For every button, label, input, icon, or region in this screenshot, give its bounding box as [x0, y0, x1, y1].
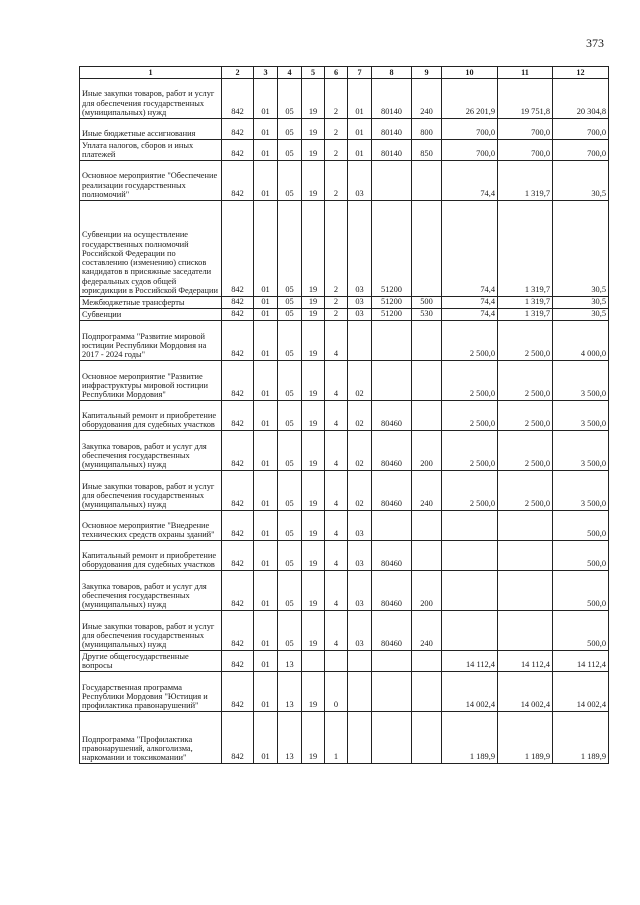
row-cell-col-2: 842	[222, 201, 254, 297]
header-row	[80, 67, 609, 79]
row-cell-col-11: 700,0	[498, 140, 553, 161]
row-cell-col-2: 842	[222, 511, 254, 541]
table-row	[80, 297, 609, 309]
column-header-7: 7	[348, 67, 372, 79]
row-name-cell: Другие общегосударственные вопросы	[80, 651, 222, 672]
row-cell-col-7: 02	[348, 431, 372, 471]
row-cell-col-9: 500	[412, 297, 442, 309]
row-cell-col-8: 80140	[372, 140, 412, 161]
column-header-10: 10	[442, 67, 498, 79]
row-cell-col-3: 01	[254, 309, 278, 321]
row-cell-col-7: 01	[348, 79, 372, 119]
row-cell-col-9: 240	[412, 79, 442, 119]
row-cell-col-12: 3 500,0	[553, 471, 609, 511]
row-cell-col-7: 03	[348, 201, 372, 297]
row-cell-col-5	[302, 651, 325, 672]
row-name-cell: Закупка товаров, работ и услуг для обеспечения государственных (муниципальных) нужд	[80, 571, 222, 611]
row-cell-col-9	[412, 161, 442, 201]
row-cell-col-10: 2 500,0	[442, 361, 498, 401]
row-cell-col-6: 2	[325, 201, 348, 297]
row-cell-col-12: 3 500,0	[553, 401, 609, 431]
row-cell-col-12: 20 304,8	[553, 79, 609, 119]
row-cell-col-8	[372, 712, 412, 764]
row-name-cell: Субвенции на осуществление государственных полномочий Российской Федерации по составлению (изменению) списков кандидатов в присяжные заседатели федеральных судов общей юрисдикции в Российской Федерации	[80, 201, 222, 297]
row-cell-col-9: 240	[412, 611, 442, 651]
row-cell-col-9: 530	[412, 309, 442, 321]
row-cell-col-6: 4	[325, 571, 348, 611]
row-cell-col-11	[498, 541, 553, 571]
row-name-cell: Иные закупки товаров, работ и услуг для обеспечения государственных (муниципальных) нужд	[80, 79, 222, 119]
row-cell-col-8: 80140	[372, 119, 412, 140]
row-cell-col-12: 3 500,0	[553, 361, 609, 401]
row-cell-col-6: 2	[325, 79, 348, 119]
row-cell-col-3: 01	[254, 401, 278, 431]
row-cell-col-8: 80460	[372, 611, 412, 651]
column-header-11: 11	[498, 67, 553, 79]
row-cell-col-4: 05	[278, 297, 302, 309]
row-cell-col-4: 05	[278, 79, 302, 119]
row-cell-col-9: 200	[412, 431, 442, 471]
row-cell-col-11: 1 319,7	[498, 201, 553, 297]
row-name-cell: Основное мероприятие "Внедрение технических средств охраны зданий"	[80, 511, 222, 541]
row-cell-col-6	[325, 651, 348, 672]
table-body	[80, 79, 609, 764]
table-row	[80, 361, 609, 401]
column-header-8: 8	[372, 67, 412, 79]
row-name-cell: Межбюджетные трансферты	[80, 297, 222, 309]
row-name-cell: Капитальный ремонт и приобретение оборудования для судебных участков	[80, 541, 222, 571]
row-cell-col-7: 03	[348, 297, 372, 309]
row-cell-col-3: 01	[254, 119, 278, 140]
row-cell-col-3: 01	[254, 471, 278, 511]
row-cell-col-7: 02	[348, 401, 372, 431]
row-cell-col-9	[412, 651, 442, 672]
row-cell-col-7	[348, 712, 372, 764]
row-cell-col-10: 26 201,9	[442, 79, 498, 119]
row-cell-col-7: 02	[348, 471, 372, 511]
row-cell-col-6: 4	[325, 431, 348, 471]
column-header-1: 1	[80, 67, 222, 79]
row-cell-col-11: 700,0	[498, 119, 553, 140]
row-cell-col-11: 1 319,7	[498, 161, 553, 201]
row-cell-col-10: 2 500,0	[442, 471, 498, 511]
row-cell-col-4: 05	[278, 161, 302, 201]
row-cell-col-8: 51200	[372, 201, 412, 297]
row-cell-col-10: 74,4	[442, 309, 498, 321]
row-name-cell: Государственная программа Республики Мордовия "Юстиция и профилактика правонарушений"	[80, 672, 222, 712]
row-cell-col-6: 4	[325, 361, 348, 401]
table-row	[80, 712, 609, 764]
row-cell-col-11	[498, 511, 553, 541]
row-cell-col-5: 19	[302, 541, 325, 571]
row-cell-col-2: 842	[222, 140, 254, 161]
row-cell-col-12: 700,0	[553, 140, 609, 161]
row-cell-col-5: 19	[302, 431, 325, 471]
table-row	[80, 672, 609, 712]
row-name-cell: Иные бюджетные ассигнования	[80, 119, 222, 140]
row-cell-col-2: 842	[222, 541, 254, 571]
row-cell-col-10	[442, 511, 498, 541]
table-row	[80, 431, 609, 471]
row-cell-col-2: 842	[222, 651, 254, 672]
row-cell-col-4: 13	[278, 651, 302, 672]
row-cell-col-2: 842	[222, 161, 254, 201]
row-name-cell: Субвенции	[80, 309, 222, 321]
row-cell-col-11: 19 751,8	[498, 79, 553, 119]
table-row	[80, 511, 609, 541]
row-cell-col-8	[372, 672, 412, 712]
table-row	[80, 401, 609, 431]
row-cell-col-9	[412, 511, 442, 541]
row-cell-col-2: 842	[222, 571, 254, 611]
row-cell-col-10: 14 112,4	[442, 651, 498, 672]
table-row	[80, 140, 609, 161]
row-cell-col-4: 05	[278, 511, 302, 541]
table-row	[80, 161, 609, 201]
row-cell-col-3: 01	[254, 651, 278, 672]
row-cell-col-10: 74,4	[442, 297, 498, 309]
row-cell-col-3: 01	[254, 511, 278, 541]
row-cell-col-8	[372, 511, 412, 541]
row-cell-col-12: 500,0	[553, 541, 609, 571]
row-name-cell: Уплата налогов, сборов и иных платежей	[80, 140, 222, 161]
row-cell-col-12: 30,5	[553, 161, 609, 201]
row-cell-col-10: 74,4	[442, 201, 498, 297]
table-row	[80, 611, 609, 651]
row-cell-col-5: 19	[302, 140, 325, 161]
row-cell-col-2: 842	[222, 672, 254, 712]
row-cell-col-6: 2	[325, 119, 348, 140]
row-cell-col-5: 19	[302, 79, 325, 119]
row-cell-col-7: 03	[348, 309, 372, 321]
row-cell-col-6: 2	[325, 161, 348, 201]
row-cell-col-9	[412, 361, 442, 401]
row-cell-col-5: 19	[302, 712, 325, 764]
row-cell-col-11	[498, 611, 553, 651]
budget-table	[79, 66, 609, 764]
row-cell-col-10: 2 500,0	[442, 321, 498, 361]
row-cell-col-10	[442, 541, 498, 571]
row-cell-col-6: 4	[325, 511, 348, 541]
row-cell-col-8: 51200	[372, 297, 412, 309]
table-row	[80, 571, 609, 611]
row-cell-col-6: 4	[325, 401, 348, 431]
row-cell-col-7: 03	[348, 541, 372, 571]
row-cell-col-3: 01	[254, 541, 278, 571]
row-cell-col-3: 01	[254, 140, 278, 161]
row-cell-col-5: 19	[302, 201, 325, 297]
row-cell-col-11: 2 500,0	[498, 321, 553, 361]
row-cell-col-3: 01	[254, 611, 278, 651]
row-cell-col-2: 842	[222, 401, 254, 431]
row-cell-col-5: 19	[302, 361, 325, 401]
row-cell-col-9	[412, 672, 442, 712]
row-cell-col-7	[348, 321, 372, 361]
row-cell-col-5: 19	[302, 401, 325, 431]
row-cell-col-5: 19	[302, 309, 325, 321]
row-cell-col-12: 30,5	[553, 201, 609, 297]
row-cell-col-10: 74,4	[442, 161, 498, 201]
row-cell-col-8	[372, 161, 412, 201]
row-cell-col-12: 14 112,4	[553, 651, 609, 672]
row-cell-col-4: 05	[278, 201, 302, 297]
table-row	[80, 321, 609, 361]
row-cell-col-3: 01	[254, 431, 278, 471]
row-cell-col-3: 01	[254, 571, 278, 611]
table-row	[80, 541, 609, 571]
row-cell-col-10: 700,0	[442, 119, 498, 140]
row-cell-col-4: 13	[278, 672, 302, 712]
row-cell-col-11: 14 112,4	[498, 651, 553, 672]
row-cell-col-3: 01	[254, 79, 278, 119]
row-cell-col-5: 19	[302, 297, 325, 309]
row-cell-col-4: 05	[278, 119, 302, 140]
row-cell-col-9	[412, 541, 442, 571]
row-cell-col-9: 240	[412, 471, 442, 511]
column-header-9: 9	[412, 67, 442, 79]
row-cell-col-4: 13	[278, 712, 302, 764]
row-cell-col-6: 4	[325, 611, 348, 651]
row-cell-col-12: 4 000,0	[553, 321, 609, 361]
row-cell-col-12: 500,0	[553, 611, 609, 651]
column-header-6: 6	[325, 67, 348, 79]
row-cell-col-6: 4	[325, 321, 348, 361]
row-cell-col-12: 14 002,4	[553, 672, 609, 712]
row-cell-col-4: 05	[278, 321, 302, 361]
row-cell-col-5: 19	[302, 611, 325, 651]
row-cell-col-6: 2	[325, 140, 348, 161]
row-cell-col-11: 1 189,9	[498, 712, 553, 764]
row-cell-col-7: 02	[348, 361, 372, 401]
row-cell-col-10: 2 500,0	[442, 401, 498, 431]
row-cell-col-7: 03	[348, 161, 372, 201]
row-cell-col-11: 1 319,7	[498, 297, 553, 309]
row-cell-col-12: 30,5	[553, 309, 609, 321]
row-cell-col-8: 80460	[372, 571, 412, 611]
row-cell-col-5: 19	[302, 471, 325, 511]
row-cell-col-2: 842	[222, 309, 254, 321]
row-cell-col-12: 500,0	[553, 511, 609, 541]
table-row	[80, 309, 609, 321]
row-cell-col-9	[412, 401, 442, 431]
page-number: 373	[586, 36, 604, 50]
row-cell-col-11	[498, 571, 553, 611]
row-cell-col-11: 2 500,0	[498, 401, 553, 431]
row-cell-col-6: 0	[325, 672, 348, 712]
row-cell-col-6: 2	[325, 297, 348, 309]
row-cell-col-8: 80460	[372, 431, 412, 471]
row-cell-col-3: 01	[254, 672, 278, 712]
row-cell-col-2: 842	[222, 79, 254, 119]
row-cell-col-10: 14 002,4	[442, 672, 498, 712]
row-cell-col-8: 80460	[372, 471, 412, 511]
row-cell-col-7: 03	[348, 611, 372, 651]
row-cell-col-5: 19	[302, 161, 325, 201]
row-cell-col-4: 05	[278, 611, 302, 651]
row-cell-col-2: 842	[222, 297, 254, 309]
row-cell-col-2: 842	[222, 471, 254, 511]
row-cell-col-2: 842	[222, 321, 254, 361]
row-cell-col-2: 842	[222, 119, 254, 140]
row-cell-col-6: 4	[325, 541, 348, 571]
row-cell-col-3: 01	[254, 161, 278, 201]
row-cell-col-10: 700,0	[442, 140, 498, 161]
row-name-cell: Подпрограмма "Развитие мировой юстиции Республики Мордовия на 2017 - 2024 годы"	[80, 321, 222, 361]
row-cell-col-9: 200	[412, 571, 442, 611]
row-cell-col-6: 2	[325, 309, 348, 321]
row-cell-col-7	[348, 651, 372, 672]
row-cell-col-2: 842	[222, 361, 254, 401]
row-cell-col-2: 842	[222, 431, 254, 471]
row-cell-col-5: 19	[302, 672, 325, 712]
row-cell-col-10	[442, 611, 498, 651]
row-cell-col-10: 2 500,0	[442, 431, 498, 471]
row-name-cell: Иные закупки товаров, работ и услуг для обеспечения государственных (муниципальных) нужд	[80, 611, 222, 651]
row-cell-col-4: 05	[278, 401, 302, 431]
row-cell-col-10	[442, 571, 498, 611]
row-cell-col-6: 4	[325, 471, 348, 511]
row-name-cell: Закупка товаров, работ и услуг для обеспечения государственных (муниципальных) нужд	[80, 431, 222, 471]
row-cell-col-5: 19	[302, 511, 325, 541]
row-cell-col-11: 1 319,7	[498, 309, 553, 321]
row-cell-col-3: 01	[254, 321, 278, 361]
row-cell-col-9	[412, 321, 442, 361]
row-cell-col-7	[348, 672, 372, 712]
row-cell-col-12: 30,5	[553, 297, 609, 309]
row-name-cell: Основное мероприятие "Обеспечение реализации государственных полномочий"	[80, 161, 222, 201]
row-cell-col-3: 01	[254, 201, 278, 297]
row-cell-col-2: 842	[222, 712, 254, 764]
row-cell-col-4: 05	[278, 140, 302, 161]
row-cell-col-3: 01	[254, 712, 278, 764]
row-cell-col-7: 01	[348, 119, 372, 140]
row-name-cell: Подпрограмма "Профилактика правонарушений, алкоголизма, наркомании и токсикомании"	[80, 712, 222, 764]
row-cell-col-4: 05	[278, 431, 302, 471]
row-cell-col-4: 05	[278, 541, 302, 571]
column-header-5: 5	[302, 67, 325, 79]
row-cell-col-9	[412, 201, 442, 297]
row-cell-col-3: 01	[254, 297, 278, 309]
column-header-2: 2	[222, 67, 254, 79]
row-cell-col-5: 19	[302, 119, 325, 140]
row-cell-col-7: 03	[348, 511, 372, 541]
row-name-cell: Иные закупки товаров, работ и услуг для обеспечения государственных (муниципальных) нужд	[80, 471, 222, 511]
row-cell-col-2: 842	[222, 611, 254, 651]
table-row	[80, 119, 609, 140]
row-cell-col-8: 80460	[372, 401, 412, 431]
row-cell-col-12: 3 500,0	[553, 431, 609, 471]
row-cell-col-5: 19	[302, 321, 325, 361]
row-cell-col-9: 800	[412, 119, 442, 140]
row-cell-col-4: 05	[278, 309, 302, 321]
row-cell-col-4: 05	[278, 361, 302, 401]
row-cell-col-8: 80140	[372, 79, 412, 119]
table-row	[80, 201, 609, 297]
row-cell-col-3: 01	[254, 361, 278, 401]
row-cell-col-9: 850	[412, 140, 442, 161]
column-header-12: 12	[553, 67, 609, 79]
row-cell-col-8	[372, 361, 412, 401]
row-cell-col-8: 51200	[372, 309, 412, 321]
row-cell-col-11: 14 002,4	[498, 672, 553, 712]
row-cell-col-6: 1	[325, 712, 348, 764]
row-cell-col-12: 1 189,9	[553, 712, 609, 764]
row-cell-col-11: 2 500,0	[498, 471, 553, 511]
row-cell-col-4: 05	[278, 471, 302, 511]
row-cell-col-11: 2 500,0	[498, 431, 553, 471]
column-header-4: 4	[278, 67, 302, 79]
row-cell-col-10: 1 189,9	[442, 712, 498, 764]
row-cell-col-5: 19	[302, 571, 325, 611]
row-name-cell: Капитальный ремонт и приобретение оборудования для судебных участков	[80, 401, 222, 431]
row-cell-col-9	[412, 712, 442, 764]
table-row	[80, 471, 609, 511]
row-cell-col-8	[372, 321, 412, 361]
row-cell-col-7: 01	[348, 140, 372, 161]
row-cell-col-11: 2 500,0	[498, 361, 553, 401]
row-cell-col-8: 80460	[372, 541, 412, 571]
row-name-cell: Основное мероприятие "Развитие инфраструктуры мировой юстиции Республики Мордовия"	[80, 361, 222, 401]
table-row	[80, 651, 609, 672]
row-cell-col-8	[372, 651, 412, 672]
table-row	[80, 79, 609, 119]
row-cell-col-12: 500,0	[553, 571, 609, 611]
row-cell-col-12: 700,0	[553, 119, 609, 140]
row-cell-col-4: 05	[278, 571, 302, 611]
column-header-3: 3	[254, 67, 278, 79]
row-cell-col-7: 03	[348, 571, 372, 611]
